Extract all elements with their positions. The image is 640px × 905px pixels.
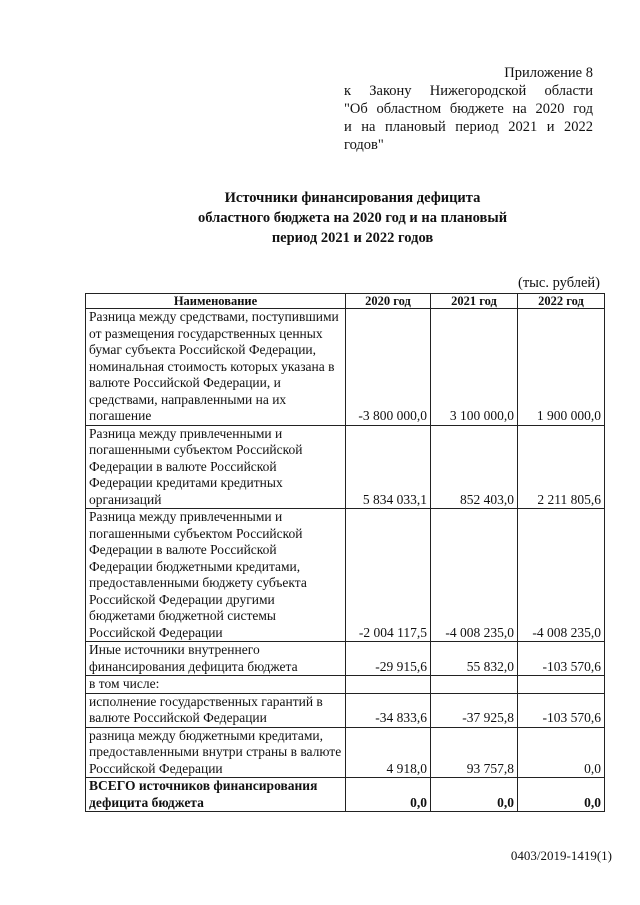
row-name: ВСЕГО источников финансирования дефицита бюджета <box>86 778 346 812</box>
table-header-row <box>86 294 605 309</box>
appendix-line-3: и на плановый период 2021 и 2022 <box>344 119 593 135</box>
title-line-2: областного бюджета на 2020 год и на плановый <box>197 210 508 226</box>
value-2021: 55 832,0 <box>431 642 518 676</box>
row-name: Разница между средствами, поступившими от размещения государственных ценных бумаг субъекта Российской Федерации, номинальная стоимость которых указана в валюте Российской Федерации, и средствами, направленными на их погашение <box>86 309 346 426</box>
appendix-header <box>344 64 593 154</box>
value-2020: -34 833,6 <box>346 693 431 727</box>
value-2020: 5 834 033,1 <box>346 425 431 509</box>
value-2022: 0,0 <box>518 778 605 812</box>
title-line-1: Источники финансирования дефицита <box>224 190 481 206</box>
table-row <box>86 727 605 778</box>
value-2021: 0,0 <box>431 778 518 812</box>
table-row <box>86 693 605 727</box>
table-row <box>86 425 605 509</box>
units-label: (тыс. рублей) <box>518 275 600 291</box>
header-2020: 2020 год <box>346 294 431 309</box>
value-2021: 3 100 000,0 <box>431 309 518 426</box>
financing-sources-table <box>85 293 605 812</box>
value-2022: -103 570,6 <box>518 693 605 727</box>
table-total-row <box>86 778 605 812</box>
document-title <box>160 188 545 248</box>
value-2022: 2 211 805,6 <box>518 425 605 509</box>
value-2021: -37 925,8 <box>431 693 518 727</box>
row-name: Разница между привлеченными и погашенными субъектом Российской Федерации в валюте Российской Федерации бюджетными кредитами, предоставленными бюджету субъекта Российской Федерации другими бюджетами бюджетной системы Российской Федерации <box>86 509 346 642</box>
appendix-number: Приложение 8 <box>504 65 593 81</box>
value-2021: 93 757,8 <box>431 727 518 778</box>
value-2022 <box>518 676 605 694</box>
table-row <box>86 676 605 694</box>
table-row <box>86 642 605 676</box>
value-2020: -3 800 000,0 <box>346 309 431 426</box>
header-name: Наименование <box>86 294 346 309</box>
value-2020 <box>346 676 431 694</box>
row-name: разница между бюджетными кредитами, предоставленными внутри страны в валюте Российской Федерации <box>86 727 346 778</box>
document-code: 0403/2019-1419(1) <box>510 848 612 863</box>
value-2022: 0,0 <box>518 727 605 778</box>
value-2022: -4 008 235,0 <box>518 509 605 642</box>
title-line-3: период 2021 и 2022 годов <box>271 230 434 246</box>
value-2022: -103 570,6 <box>518 642 605 676</box>
row-name: в том числе: <box>86 676 346 694</box>
appendix-line-4: годов" <box>344 137 384 153</box>
value-2022: 1 900 000,0 <box>518 309 605 426</box>
table-row <box>86 309 605 426</box>
table-row <box>86 509 605 642</box>
row-name: Иные источники внутреннего финансирования дефицита бюджета <box>86 642 346 676</box>
value-2021 <box>431 676 518 694</box>
appendix-line-2: "Об областном бюджете на 2020 год <box>344 101 593 117</box>
header-2021: 2021 год <box>431 294 518 309</box>
value-2020: -29 915,6 <box>346 642 431 676</box>
row-name: Разница между привлеченными и погашенными субъектом Российской Федерации в валюте Российской Федерации кредитами кредитных организаций <box>86 425 346 509</box>
header-2022: 2022 год <box>518 294 605 309</box>
appendix-line-1: к Закону Нижегородской области <box>344 83 593 99</box>
value-2020: 0,0 <box>346 778 431 812</box>
value-2021: -4 008 235,0 <box>431 509 518 642</box>
value-2020: 4 918,0 <box>346 727 431 778</box>
row-name: исполнение государственных гарантий в валюте Российской Федерации <box>86 693 346 727</box>
value-2021: 852 403,0 <box>431 425 518 509</box>
value-2020: -2 004 117,5 <box>346 509 431 642</box>
